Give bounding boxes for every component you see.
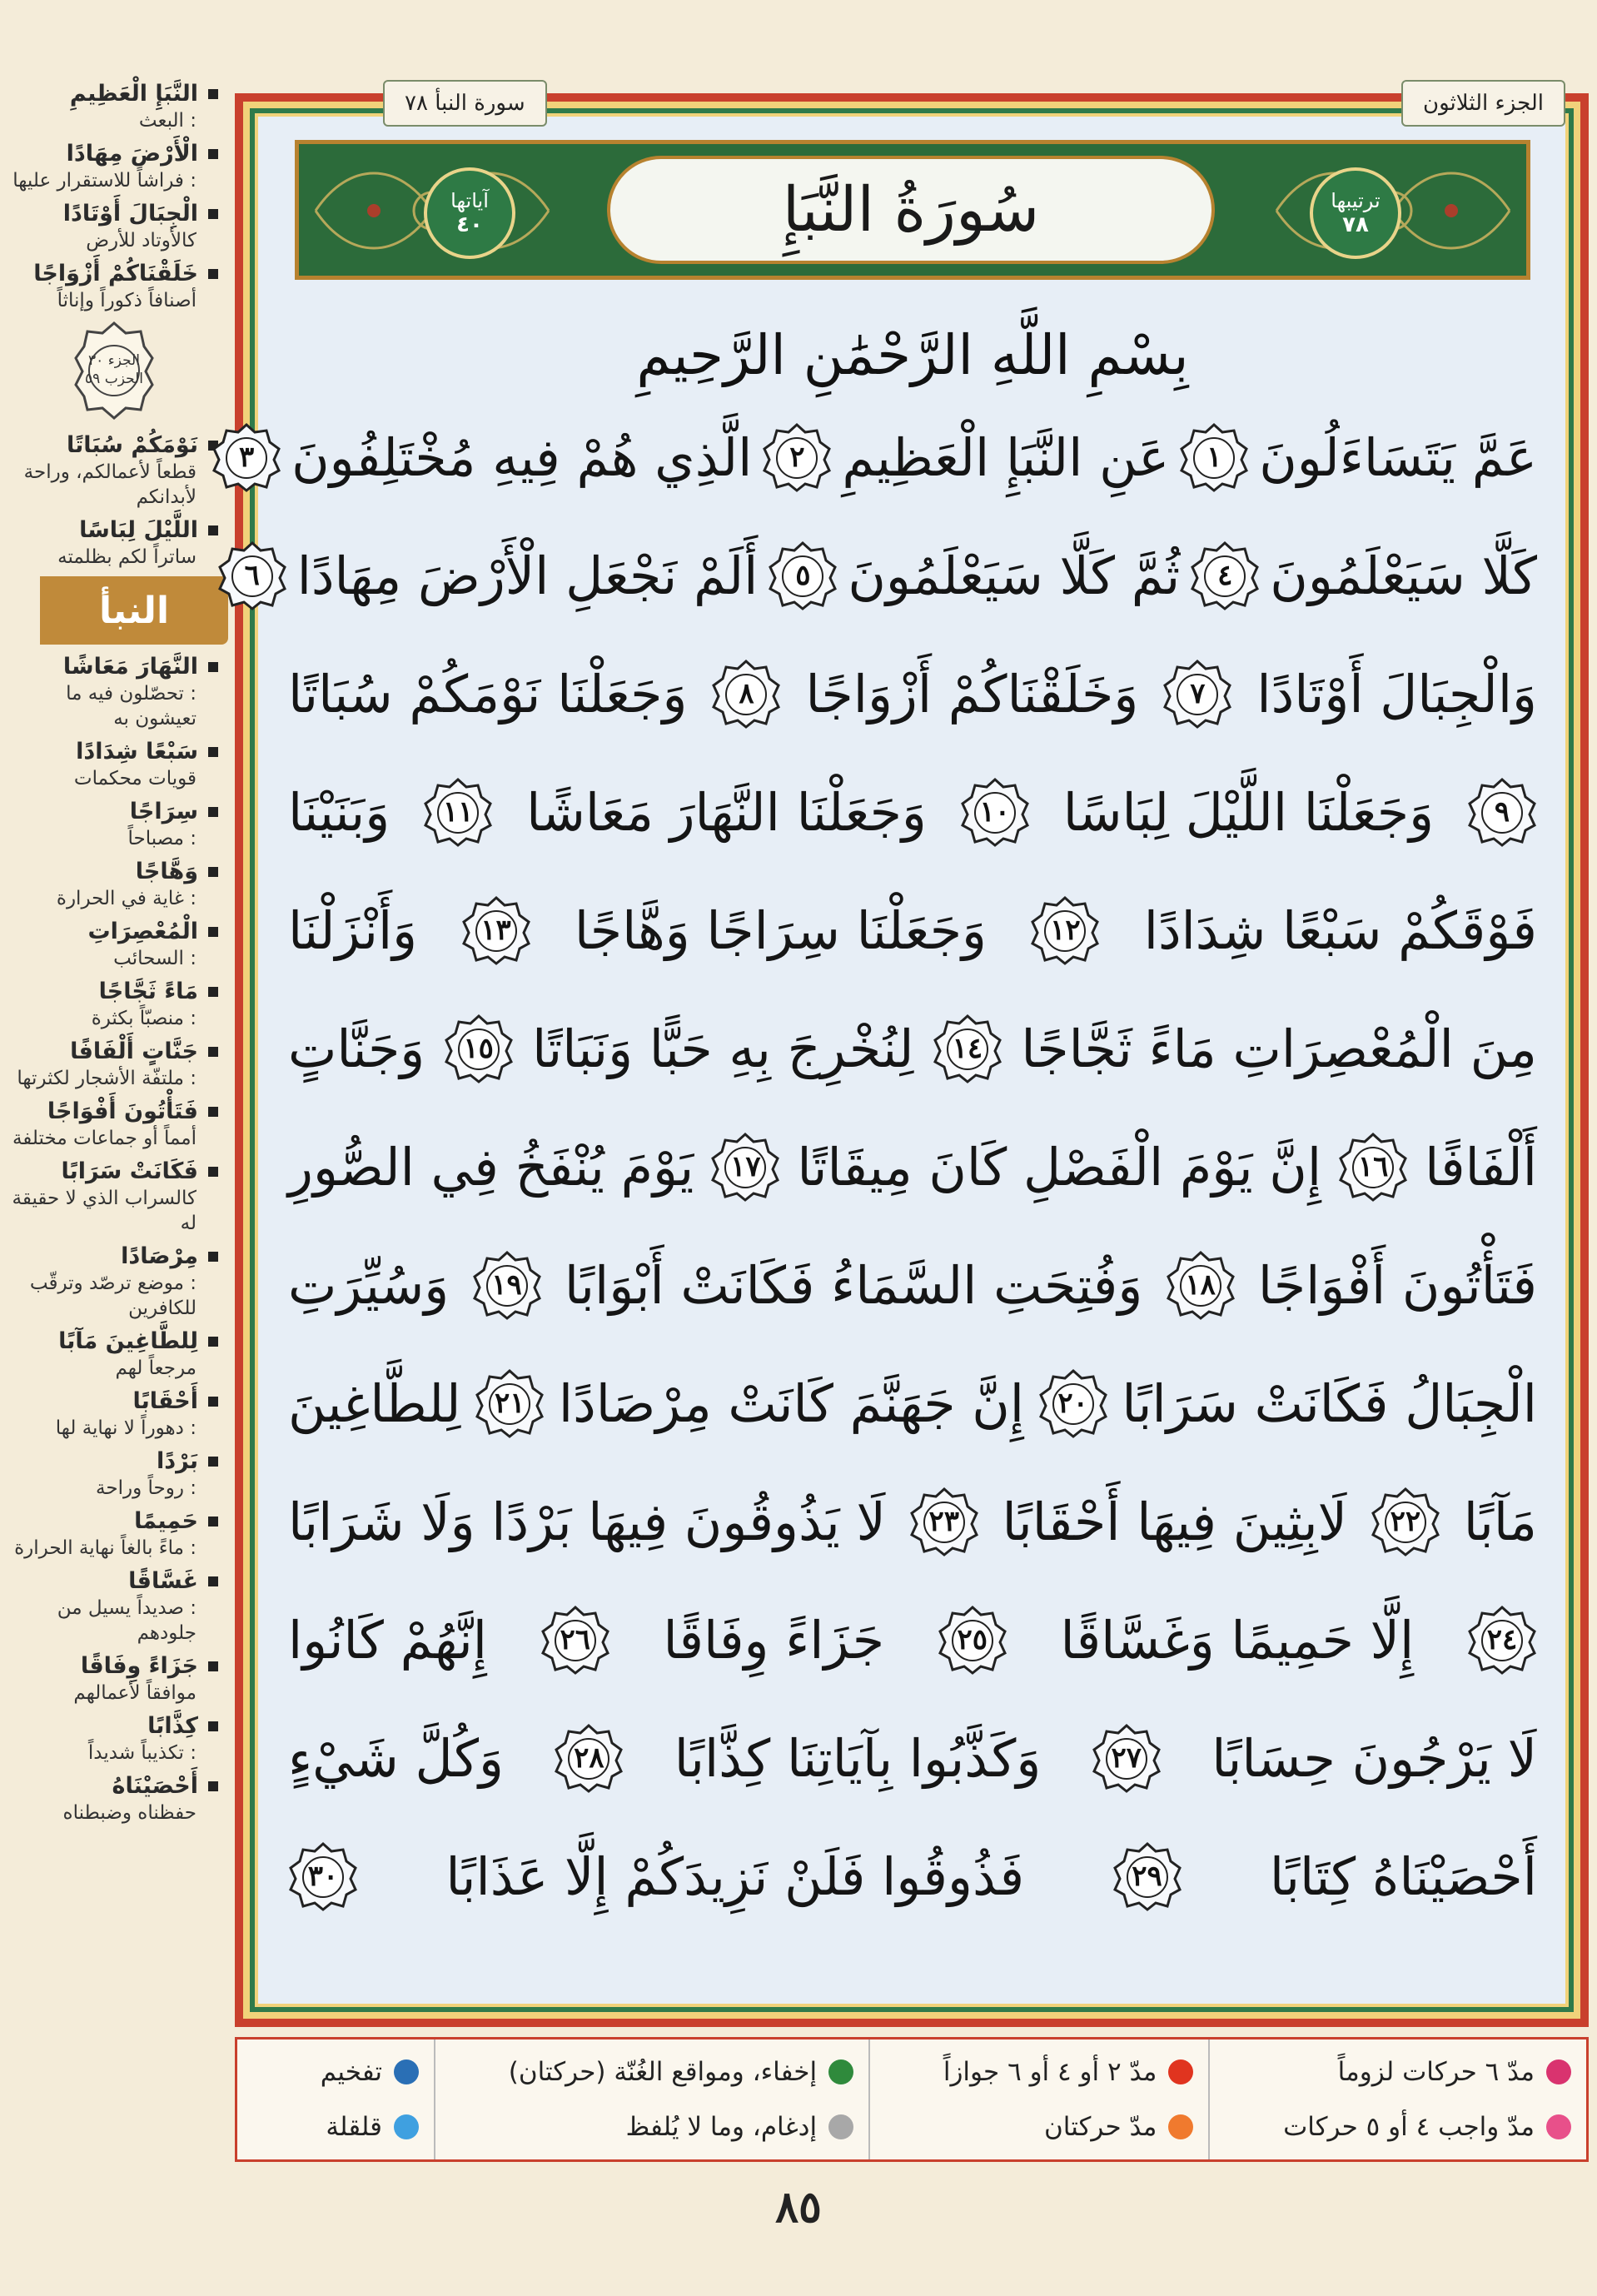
ayah-number-marker[interactable] [475, 1368, 545, 1438]
juz-hizb-seal [74, 321, 154, 420]
glossary-word: جَنَّاتٍ أَلْفَافًا [7, 1038, 221, 1066]
verse-text: وَبَنَيْنَا [288, 781, 391, 843]
glossary-meaning: ساتراً لكم بظلمته [57, 546, 197, 568]
glossary-word: حَمِيمًا [7, 1507, 221, 1536]
verse-text: الَّذِي هُمْ فِيهِ مُخْتَلِفُونَ [291, 426, 753, 488]
glossary-entry [7, 798, 221, 851]
glossary-word: الْأَرْضَ مِهَادًا [7, 140, 221, 168]
glossary-entry [7, 1712, 221, 1766]
page-number: ٨٥ [775, 2182, 822, 2233]
legend-text: قلقلة [326, 2112, 383, 2142]
ayah-number: ٦ [244, 559, 260, 592]
ayah-number: ٢ [789, 441, 805, 474]
glossary-entry [7, 140, 221, 193]
ayah-number-marker[interactable] [444, 1014, 514, 1083]
ayah-number: ٤ [1217, 559, 1233, 592]
verse-line [283, 1108, 1542, 1226]
ayah-number-marker[interactable] [1467, 1605, 1537, 1675]
glossary-entry [7, 918, 221, 971]
verses-value: ٤٠ [456, 212, 483, 237]
verses-label: آياتها [450, 189, 489, 212]
verse-text: لَا يَذُوقُونَ فِيهَا بَرْدًا وَلَا شَرَابًا [288, 1491, 886, 1552]
glossary-meaning: حفظناه وضبطناه [62, 1802, 197, 1824]
ayah-number-marker[interactable] [211, 422, 281, 492]
legend-column-2 [868, 2040, 1208, 2159]
verse-text: ثُمَّ كَلَّا سَيَعْلَمُونَ [848, 545, 1181, 606]
legend-text: مدّ ٢ أو ٤ أو ٦ جوازاً [943, 2057, 1157, 2087]
ayah-number-marker[interactable] [554, 1723, 624, 1793]
ayah-number-marker[interactable] [909, 1487, 979, 1556]
ayah-number-marker[interactable] [710, 1132, 780, 1202]
glossary-meaning: : البعث [138, 110, 197, 132]
verse-line [283, 1817, 1542, 1935]
verse-text: وَخَلَقْنَاكُمْ أَزْوَاجًا [805, 663, 1139, 725]
legend-color-dot-icon [1168, 2114, 1193, 2139]
top-labels [383, 80, 1544, 127]
verse-text: وَسُيِّرَتِ [288, 1254, 450, 1316]
verse-text: إِنَّهُمْ كَانُوا [288, 1609, 487, 1671]
legend-item [1225, 2112, 1571, 2142]
legend-item [450, 2112, 853, 2142]
glossary-meaning: : روحاً وراحة [96, 1477, 197, 1499]
glossary-meaning: : موضع ترصّد وترقّب للكافرين [29, 1273, 197, 1319]
ayah-number-marker[interactable] [768, 540, 838, 610]
basmala: بِسْمِ اللَّهِ الرَّحْمَٰنِ الرَّحِيمِ [636, 323, 1189, 387]
glossary-entry [7, 1447, 221, 1501]
verse-text: فَذُوقُوا فَلَنْ نَزِيدَكُمْ إِلَّا عَذَابًا [445, 1845, 1025, 1907]
glossary-entry [7, 1772, 221, 1825]
ayah-number: ٥ [795, 559, 811, 592]
glossary-meaning: أمماً أو جماعات مختلفة [12, 1128, 197, 1149]
ayah-number-marker[interactable] [1162, 659, 1232, 729]
glossary-meaning: موافقاً لأعمالهم [73, 1682, 197, 1704]
legend-text: مدّ ٦ حركات لزوماً [1337, 2057, 1535, 2087]
verse-text: وَالْجِبَالَ أَوْتَادًا [1256, 663, 1537, 725]
ayah-number-marker[interactable] [1179, 422, 1249, 492]
ayah-number-marker[interactable] [762, 422, 832, 492]
verses-medallion [424, 167, 515, 259]
order-medallion [1310, 167, 1401, 259]
glossary-word: اللَّيْلَ لِبَاسًا [7, 516, 221, 545]
glossary-meaning: أصنافاً ذكوراً وإناثاً [57, 290, 197, 311]
verse-line [283, 871, 1542, 989]
verse-text: وَجَنَّاتٍ [288, 1018, 425, 1079]
banner-cartouche [607, 156, 1215, 264]
ayah-number: ٢٨ [574, 1741, 604, 1775]
verse-text: مَآبًا [1463, 1491, 1537, 1552]
ayah-number: ٢٩ [1132, 1860, 1162, 1893]
glossary-meaning: : مصباحاً [127, 828, 197, 849]
ayah-number: ٢٥ [957, 1623, 988, 1656]
glossary-word: مِرْصَادًا [7, 1243, 221, 1271]
glossary-word: فَتَأْتُونَ أَفْوَاجًا [7, 1098, 221, 1126]
legend-text: إخفاء، ومواقع الغُنّة (حركتان) [508, 2057, 818, 2087]
glossary-word: غَسَّاقًا [7, 1567, 221, 1596]
glossary-meaning: مرجعاً لهم [115, 1357, 197, 1379]
legend-item [252, 2112, 419, 2142]
glossary-entry [7, 80, 221, 133]
glossary-entry [7, 1098, 221, 1151]
ayah-number-marker[interactable] [1190, 540, 1260, 610]
order-value: ٧٨ [1342, 212, 1369, 237]
glossary-entry [7, 978, 221, 1031]
verse-text: لَابِثِينَ فِيهَا أَحْقَابًا [1002, 1491, 1347, 1552]
ayah-number-marker[interactable] [288, 1841, 358, 1911]
glossary-entry [7, 200, 221, 253]
surah-banner [295, 140, 1530, 280]
ayah-number: ١٠ [979, 795, 1011, 829]
legend-text: إدغام، وما لا يُلفظ [625, 2112, 818, 2142]
juz-label: الجزء الثلاثون [1401, 80, 1565, 127]
verse-text: جَزَاءً وِفَاقًا [663, 1609, 885, 1671]
verse-text: إِنَّ يَوْمَ الْفَصْلِ كَانَ مِيقَاتًا [797, 1136, 1322, 1198]
ayah-number-marker[interactable] [217, 540, 287, 610]
ayah-number: ٨ [739, 677, 754, 710]
glossary-entry [7, 260, 221, 313]
glossary-entry [7, 738, 221, 791]
verse-text: وَكُلَّ شَيْءٍ [288, 1727, 504, 1789]
glossary-meaning: قويات محكمات [73, 768, 197, 789]
glossary-meaning: : تحصّلون فيه ما تعيشون به [66, 683, 197, 730]
glossary-entry [7, 653, 221, 731]
verse-text: أَحْصَيْنَاهُ كِتَابًا [1269, 1845, 1537, 1907]
glossary-word: سَبْعًا شِدَادًا [7, 738, 221, 766]
verse-text: لِلطَّاغِينَ [288, 1372, 461, 1434]
ayah-number: ١٧ [730, 1150, 761, 1183]
glossary-entry [7, 1652, 221, 1706]
legend-color-dot-icon [1546, 2059, 1571, 2084]
glossary-meaning: : تكذيباً شديداً [87, 1742, 197, 1764]
glossary-word: وَهَّاجًا [7, 858, 221, 886]
ayah-number: ٣٠ [307, 1860, 339, 1893]
legend-color-dot-icon [828, 2059, 853, 2084]
ayah-number-marker[interactable] [1092, 1723, 1162, 1793]
glossary-word: النَّهَارَ مَعَاشًا [7, 653, 221, 681]
legend-column-1 [1208, 2040, 1586, 2159]
glossary-entry [7, 1158, 221, 1236]
legend-color-dot-icon [394, 2114, 419, 2139]
verse-text: كَلَّا سَيَعْلَمُونَ [1270, 545, 1537, 606]
verse-text: أَلَمْ نَجْعَلِ الْأَرْضَ مِهَادًا [296, 545, 759, 606]
legend-text: مدّ حركتان [1044, 2112, 1157, 2142]
glossary-column [7, 80, 221, 2162]
legend-item [450, 2057, 853, 2087]
verse-line [283, 1581, 1542, 1699]
glossary-word: الْمُعْصِرَاتِ [7, 918, 221, 946]
legend-text: تفخيم [320, 2057, 383, 2087]
verse-text: إِنَّ جَهَنَّمَ كَانَتْ مِرْصَادًا [558, 1372, 1024, 1434]
verse-text: وَفُتِحَتِ السَّمَاءُ فَكَانَتْ أَبْوَابًا [564, 1254, 1143, 1316]
ayah-number: ٢١ [494, 1387, 525, 1420]
verse-line [283, 1462, 1542, 1581]
glossary-meaning: : غاية في الحرارة [56, 888, 197, 909]
glossary-word: مَاءً ثَجَّاجًا [7, 978, 221, 1006]
verse-text: لِنُخْرِجَ بِهِ حَبًّا وَنَبَاتًا [532, 1018, 914, 1079]
glossary-entry [7, 1567, 221, 1646]
seal-hizb: الحزب ٥٩ [85, 371, 143, 387]
glossary-word: جَزَاءً وِفَاقًا [7, 1652, 221, 1681]
ayah-number: ٢٢ [1390, 1505, 1421, 1538]
ayah-number-marker[interactable] [1338, 1132, 1408, 1202]
ayah-number-marker[interactable] [960, 777, 1030, 847]
glossary-entry [7, 1327, 221, 1381]
ayah-number: ١ [1206, 441, 1222, 474]
verse-text: وَجَعَلْنَا اللَّيْلَ لِبَاسًا [1062, 781, 1435, 843]
ayah-number-marker[interactable] [423, 777, 493, 847]
glossary-entry [7, 1243, 221, 1321]
verse-text: عَمَّ يَتَسَاءَلُونَ [1259, 426, 1537, 488]
verses-block [239, 398, 1542, 1935]
ayah-number: ٣ [239, 441, 255, 474]
ayah-number: ١٢ [1050, 914, 1081, 947]
verse-text: وَجَعَلْنَا النَّهَارَ مَعَاشًا [526, 781, 927, 843]
ayah-number: ٩ [1494, 795, 1510, 829]
verse-line [283, 753, 1542, 871]
tajweed-legend [235, 2037, 1589, 2162]
verse-line [283, 635, 1542, 753]
ayah-number-marker[interactable] [933, 1014, 1002, 1083]
surah-title: سُورَةُ النَّبَإِ [782, 174, 1040, 246]
glossary-meaning: : منصبّاً بكثرة [91, 1008, 197, 1029]
verse-text: عَنِ النَّبَإِ الْعَظِيمِ [842, 426, 1170, 488]
glossary-meaning: قطعاً لأعمالكم، وراحة لأبدانكم [23, 461, 197, 508]
verse-text: مِنَ الْمُعْصِرَاتِ مَاءً ثَجَّاجًا [1021, 1018, 1537, 1079]
glossary-entry [7, 858, 221, 911]
glossary-meaning: : السحائب [113, 948, 197, 969]
legend-color-dot-icon [828, 2114, 853, 2139]
glossary-meaning: : دهوراً لا نهاية لها [55, 1417, 197, 1439]
ayah-number: ١٨ [1185, 1268, 1216, 1302]
glossary-meaning: كالأوتاد للأرض [86, 230, 197, 252]
glossary-entry [7, 1038, 221, 1091]
verse-text: إِلَّا حَمِيمًا وَغَسَّاقًا [1060, 1609, 1415, 1671]
legend-text: مدّ واجب ٤ أو ٥ حركات [1283, 2112, 1535, 2142]
glossary-word: النَّبَإِ الْعَظِيمِ [7, 80, 221, 108]
ayah-number: ١٦ [1357, 1150, 1389, 1183]
ayah-number-marker[interactable] [938, 1605, 1007, 1675]
ayah-number: ١٤ [952, 1032, 983, 1065]
ayah-number: ٧ [1190, 677, 1206, 710]
verse-line [244, 516, 1542, 635]
ayah-number-marker[interactable] [1112, 1841, 1182, 1911]
ayah-number-marker[interactable] [1038, 1368, 1108, 1438]
glossary-word: أَحْقَابًا [7, 1387, 221, 1416]
glossary-word: الْجِبَالَ أَوْتَادًا [7, 200, 221, 228]
surah-label: سورة النبأ ٧٨ [383, 80, 547, 127]
glossary-word: خَلَقْنَاكُمْ أَزْوَاجًا [7, 260, 221, 288]
ayah-number-marker[interactable] [540, 1605, 610, 1675]
legend-column-4 [237, 2040, 434, 2159]
verse-text: فَوْقَكُمْ سَبْعًا شِدَادًا [1143, 899, 1537, 961]
ayah-number-marker[interactable] [711, 659, 781, 729]
verse-line [283, 1226, 1542, 1344]
verse-line [239, 398, 1542, 516]
verse-line [283, 1699, 1542, 1817]
glossary-meaning: : ماءً بالغاً نهاية الحرارة [14, 1537, 197, 1559]
glossary-meaning: : صديداً يسيل من جلودهم [57, 1597, 197, 1644]
legend-item [252, 2057, 419, 2087]
verse-line [283, 1344, 1542, 1462]
glossary-top-list [7, 80, 221, 313]
ayah-number: ١٩ [491, 1268, 522, 1302]
verse-text: وَكَذَّبُوا بِآيَاتِنَا كِذَّابًا [674, 1727, 1042, 1789]
legend-color-dot-icon [394, 2059, 419, 2084]
glossary-entry [7, 516, 221, 570]
verse-text: وَجَعَلْنَا سِرَاجًا وَهَّاجًا [574, 899, 987, 961]
verse-text: وَجَعَلْنَا نَوْمَكُمْ سُبَاتًا [288, 663, 688, 725]
glossary-entry [7, 1387, 221, 1441]
ayah-number: ١١ [442, 795, 474, 829]
glossary-word: سِرَاجًا [7, 798, 221, 826]
glossary-bottom-list [7, 653, 221, 1825]
verse-text: فَتَأْتُونَ أَفْوَاجًا [1257, 1254, 1537, 1316]
verse-text: وَأَنْزَلْنَا [288, 899, 418, 961]
ayah-number-marker[interactable] [1166, 1250, 1236, 1320]
glossary-entry [7, 1507, 221, 1561]
verse-text: يَوْمَ يُنْفَخُ فِي الصُّورِ [288, 1136, 694, 1198]
legend-item [885, 2057, 1193, 2087]
glossary-entry [7, 431, 221, 510]
verse-text: أَلْفَافًا [1425, 1136, 1537, 1198]
ayah-number: ٢٤ [1486, 1623, 1518, 1656]
ayah-number: ٢٦ [560, 1623, 590, 1656]
ayah-number-marker[interactable] [1030, 895, 1100, 965]
seal-juz: الجزء ٣٠ [88, 352, 140, 369]
ayah-number-marker[interactable] [461, 895, 531, 965]
glossary-word: بَرْدًا [7, 1447, 221, 1476]
ayah-number: ٢٣ [928, 1505, 959, 1538]
glossary-word: أَحْصَيْنَاهُ [7, 1772, 221, 1800]
ayah-number: ٢٧ [1111, 1741, 1142, 1775]
glossary-mid-list [7, 431, 221, 570]
ayah-number: ١٥ [463, 1032, 494, 1065]
glossary-word: كِذَّابًا [7, 1712, 221, 1741]
glossary-word: فَكَانَتْ سَرَابًا [7, 1158, 221, 1186]
legend-color-dot-icon [1168, 2059, 1193, 2084]
glossary-meaning: : ملتفّة الأشجار لكثرتها [17, 1068, 197, 1089]
ayah-number-marker[interactable] [472, 1250, 542, 1320]
legend-column-3 [434, 2040, 868, 2159]
legend-item [1225, 2057, 1571, 2087]
legend-item [885, 2112, 1193, 2142]
ayah-number-marker[interactable] [1467, 777, 1537, 847]
glossary-word: لِلطَّاغِينَ مَآبًا [7, 1327, 221, 1356]
glossary-word: نَوْمَكُمْ سُبَاتًا [7, 431, 221, 460]
ayah-number: ١٣ [480, 914, 511, 947]
legend-color-dot-icon [1546, 2114, 1571, 2139]
ayah-number: ٢٠ [1057, 1387, 1088, 1420]
verse-text: الْجِبَالُ فَكَانَتْ سَرَابًا [1122, 1372, 1537, 1434]
verse-line [283, 989, 1542, 1108]
order-label: ترتيبها [1331, 189, 1381, 212]
ayah-number-marker[interactable] [1371, 1487, 1440, 1556]
verse-text: لَا يَرْجُونَ حِسَابًا [1211, 1727, 1537, 1789]
surah-tab[interactable]: النبأ [40, 576, 228, 645]
glossary-meaning: كالسراب الذي لا حقيقة له [12, 1188, 197, 1234]
glossary-meaning: : فراشاً للاستقرار عليها [12, 170, 197, 192]
